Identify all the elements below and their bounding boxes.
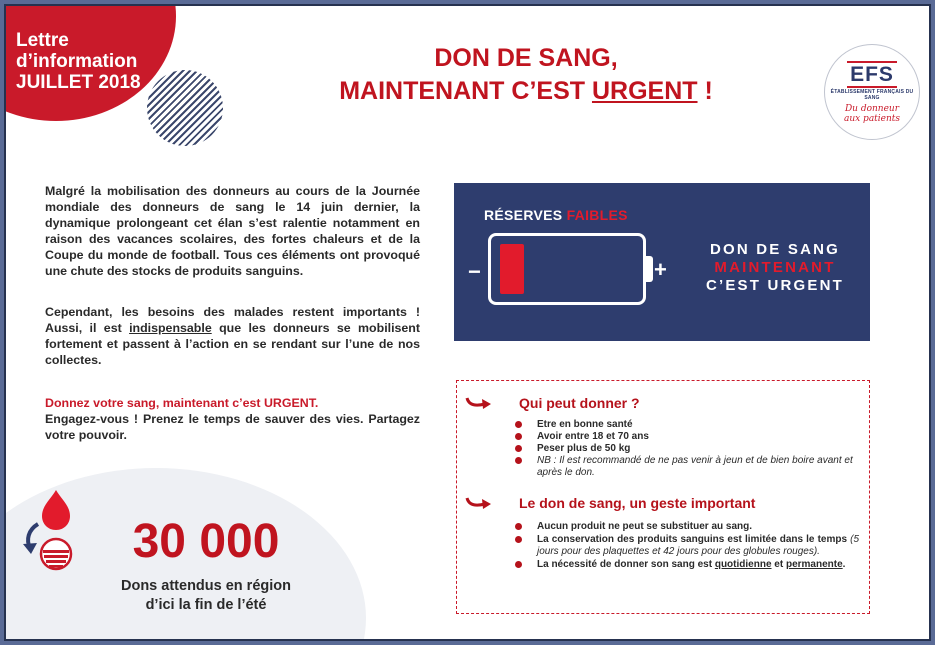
intro-paragraph: Malgré la mobilisation des donneurs au cours de la Journée mondiale des donneurs de sang le 14 juin dernier, la dynamique prolongeant cet élan s’est ralentie notamment en raison des vacances scolaires, des fortes chaleurs et de la Coupe du monde de football. Tous ces éléments ont provoqué une chute des stocks de produits sanguins. xyxy=(45,184,420,278)
efs-logo-mark xyxy=(825,63,919,87)
newsletter-line1: Lettre xyxy=(16,30,69,51)
reserves-word: RÉSERVES xyxy=(484,207,567,223)
battery-minus-sign: − xyxy=(468,259,481,284)
headline-urgent: URGENT xyxy=(591,77,698,105)
efs-slogan-line1: Du donneur xyxy=(844,104,900,114)
needs-text-end: que les donneurs se mobilisent fortement et passent à l’action en se rendant sur l’une de nos collectes. xyxy=(45,321,420,367)
necessity-period: . xyxy=(842,559,846,570)
curved-arrow-right-icon xyxy=(465,496,493,510)
lower-drop-outline-icon xyxy=(41,539,71,569)
banner-slogan-line2: MAINTENANT xyxy=(714,259,836,276)
section2-title: Le don de sang, un geste important xyxy=(519,495,756,511)
necessity-and: et xyxy=(771,559,786,570)
section-important-gesture xyxy=(465,495,755,511)
headline-line2-text: MAINTENANT C’EST xyxy=(339,77,592,105)
caption-line1: Dons attendus en région xyxy=(121,578,291,594)
necessity-text: La nécessité de donner son sang est xyxy=(537,559,715,570)
newsletter-label xyxy=(16,30,141,93)
caption-line2: d’ici la fin de l’été xyxy=(145,597,267,613)
efs-slogan-line2: aux patients xyxy=(843,114,901,124)
section1-title: Qui peut donner ? xyxy=(519,395,640,411)
battery-level-fill xyxy=(500,244,524,294)
upper-drop-icon xyxy=(42,490,70,530)
call-to-action-block xyxy=(45,395,420,443)
reserves-label xyxy=(484,207,628,223)
donations-target-number: 30 000 xyxy=(132,515,280,568)
arrow-head-icon xyxy=(23,543,37,554)
conservation-text: La conservation des produits sanguins est limitée dans le temps xyxy=(537,534,848,545)
conservation-detail: (5 jours pour des plaquettes et 42 jours pour des globules rouges). xyxy=(537,534,860,557)
list-item xyxy=(515,534,859,558)
low-reserves-banner xyxy=(454,183,870,341)
list-item: Peser plus de 50 kg xyxy=(515,443,859,455)
efs-logo xyxy=(824,44,920,140)
list-item xyxy=(515,559,859,571)
low-word: FAIBLES xyxy=(566,207,628,223)
banner-slogan xyxy=(690,241,860,295)
lower-drop-stripe-3 xyxy=(46,560,66,563)
battery-tip-icon xyxy=(645,256,653,282)
list-item: Avoir entre 18 et 70 ans xyxy=(515,431,859,443)
donations-target-caption xyxy=(96,577,316,615)
list-item: Etre en bonne santé xyxy=(515,419,859,431)
battery-icon xyxy=(488,233,646,305)
call-to-action: Donnez votre sang, maintenant c’est URGENT. xyxy=(45,396,319,410)
closing-text: Engagez-vous ! Prenez le temps de sauver des vies. Partagez votre pouvoir. xyxy=(45,412,420,442)
newsletter-line2: d’information xyxy=(16,51,138,72)
curved-arrow-right-icon xyxy=(465,396,493,410)
efs-logo-letters: EFS xyxy=(847,61,897,88)
headline-line2 xyxy=(276,75,776,108)
efs-logo-slogan xyxy=(825,104,919,124)
efs-logo-subtitle: ÉTABLISSEMENT FRANÇAIS DU SANG xyxy=(830,89,914,101)
banner-slogan-line1: DON DE SANG xyxy=(709,241,841,258)
banner-slogan-line3: C’EST URGENT xyxy=(705,277,845,294)
newsletter-page xyxy=(4,4,931,641)
lower-drop-stripe-1 xyxy=(43,550,69,553)
list-item: Aucun produit ne peut se substituer au sang. xyxy=(515,521,859,533)
hatched-circle-decoration xyxy=(147,70,223,146)
necessity-permanent: permanente xyxy=(785,559,843,570)
headline-line1: DON DE SANG, xyxy=(434,44,618,72)
lower-drop-stripe-4 xyxy=(49,565,63,568)
battery-plus-sign: + xyxy=(654,257,667,282)
eligibility-list xyxy=(515,419,859,479)
section-who-can-donate xyxy=(465,395,640,411)
needs-indispensable: indispensable xyxy=(129,321,212,335)
headline-exclamation: ! xyxy=(697,77,713,105)
list-item-note: NB : Il est recommandé de ne pas venir à jeun et de bien boire avant et après le don. xyxy=(515,455,859,479)
newsletter-date: JUILLET 2018 xyxy=(16,72,141,93)
lower-drop-stripe-2 xyxy=(44,555,68,558)
importance-list xyxy=(515,521,859,572)
page-headline xyxy=(276,42,776,108)
needs-text-start: Cependant, les besoins des malades restent importants ! Aussi, il est xyxy=(45,305,420,335)
info-box xyxy=(456,380,870,614)
necessity-daily: quotidienne xyxy=(714,559,772,570)
blood-drop-icon xyxy=(20,484,80,576)
needs-paragraph xyxy=(45,304,420,368)
